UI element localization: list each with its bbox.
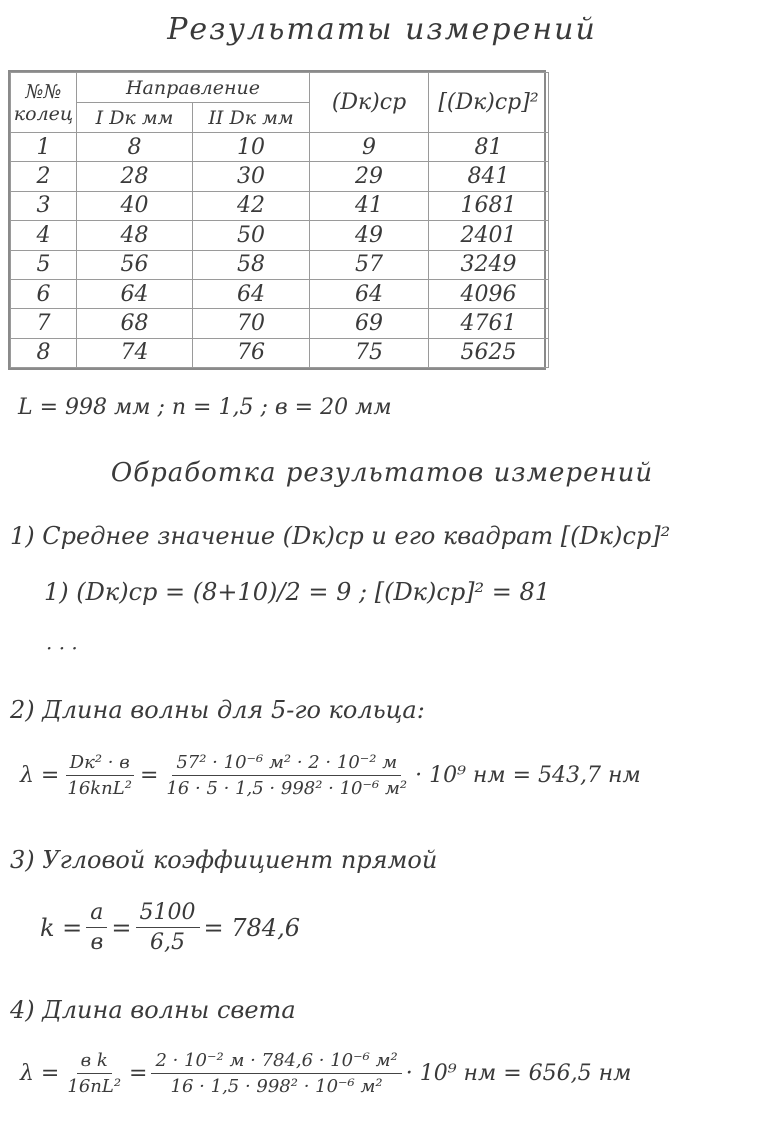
fraction-denominator: 16 · 5 · 1,5 · 998² · 10⁻⁶ м² <box>166 778 408 799</box>
formula-fraction <box>136 900 200 955</box>
section3-heading: 3) Угловой коэффициент прямой <box>10 846 438 874</box>
table-cell: 81 <box>429 133 549 162</box>
table-cell: 68 <box>77 309 193 338</box>
formula-fraction <box>63 1050 125 1097</box>
table-cell: 64 <box>310 279 429 308</box>
table-cell: 64 <box>77 279 193 308</box>
formula-result: · 10⁹ нм = 543,7 нм <box>415 763 641 788</box>
fraction-denominator: в <box>90 930 104 955</box>
fraction-numerator: Dк² · в <box>66 752 134 776</box>
formula-fraction <box>86 900 107 955</box>
table-cell: 64 <box>193 279 310 308</box>
table-row <box>11 133 549 162</box>
table-cell: 48 <box>77 221 193 250</box>
fraction-numerator: a <box>86 900 107 928</box>
table-cell: 70 <box>193 309 310 338</box>
table-row <box>11 162 549 191</box>
table-cell: 2401 <box>429 221 549 250</box>
table-cell: 40 <box>77 191 193 220</box>
table-cell: 3249 <box>429 250 549 279</box>
table-row <box>11 279 549 308</box>
table-cell: 49 <box>310 221 429 250</box>
table-cell: 9 <box>310 133 429 162</box>
section1-example: 1) (Dк)ср = (8+10)/2 = 9 ; [(Dк)ср]² = 81 <box>44 578 551 606</box>
table-cell: 41 <box>310 191 429 220</box>
table-cell: 8 <box>77 133 193 162</box>
table-cell: 56 <box>77 250 193 279</box>
fraction-denominator: 16nL² <box>67 1076 122 1097</box>
formula-lhs: λ = <box>20 1061 60 1086</box>
table-cell: 42 <box>193 191 310 220</box>
table-cell: 4096 <box>429 279 549 308</box>
table-row <box>11 250 549 279</box>
header-ring-no: №№ колец <box>11 73 77 133</box>
table-cell: 30 <box>193 162 310 191</box>
table-row <box>11 221 549 250</box>
table-cell: 58 <box>193 250 310 279</box>
fraction-numerator: 5100 <box>136 900 200 928</box>
table-cell: 7 <box>11 309 77 338</box>
table-cell: 69 <box>310 309 429 338</box>
table-cell: 6 <box>11 279 77 308</box>
table-row <box>11 191 549 220</box>
formula-lhs: λ = <box>20 763 60 788</box>
table-cell: 29 <box>310 162 429 191</box>
table-cell: 50 <box>193 221 310 250</box>
fraction-numerator: 57² · 10⁻⁶ м² · 2 · 10⁻² м <box>172 752 401 776</box>
table-cell: 28 <box>77 162 193 191</box>
table-cell: 5 <box>11 250 77 279</box>
page-title: Результаты измерений <box>167 12 597 47</box>
formula-fraction <box>151 1050 401 1097</box>
header-avg: (Dк)ср <box>310 73 429 133</box>
equals-sign: = <box>111 913 132 942</box>
table-cell: 4761 <box>429 309 549 338</box>
fraction-denominator: 16knL² <box>67 778 132 799</box>
header-dir1: I Dк мм <box>77 103 193 133</box>
table-cell: 5625 <box>429 338 549 367</box>
table-cell: 76 <box>193 338 310 367</box>
table-cell: 1 <box>11 133 77 162</box>
table-row <box>11 338 549 367</box>
formula-slope <box>40 900 300 955</box>
parameters-line: L = 998 мм ; n = 1,5 ; в = 20 мм <box>18 395 392 420</box>
formula-result: = 784,6 <box>203 913 300 942</box>
equals-sign: = <box>139 763 159 788</box>
table-cell: 2 <box>11 162 77 191</box>
table-cell: 10 <box>193 133 310 162</box>
table-cell: 1681 <box>429 191 549 220</box>
table-cell: 4 <box>11 221 77 250</box>
fraction-denominator: 6,5 <box>150 930 186 955</box>
header-direction: Направление <box>77 73 310 103</box>
table-cell: 3 <box>11 191 77 220</box>
header-dir2: II Dк мм <box>193 103 310 133</box>
table-cell: 74 <box>77 338 193 367</box>
processing-title: Обработка результатов измерений <box>110 458 654 488</box>
section1-ellipsis: · · · <box>46 636 78 660</box>
section4-heading: 4) Длина волны света <box>10 996 296 1024</box>
fraction-denominator: 16 · 1,5 · 998² · 10⁻⁶ м² <box>170 1076 383 1097</box>
formula-wavelength-5th-ring <box>20 752 641 799</box>
formula-fraction <box>162 752 411 799</box>
section2-heading: 2) Длина волны для 5-го кольца: <box>10 696 425 724</box>
fraction-numerator: в k <box>77 1050 112 1074</box>
results-table <box>8 70 546 370</box>
formula-wavelength-light <box>20 1050 631 1097</box>
table-cell: 8 <box>11 338 77 367</box>
table-cell: 841 <box>429 162 549 191</box>
fraction-numerator: 2 · 10⁻² м · 784,6 · 10⁻⁶ м² <box>151 1050 401 1074</box>
formula-result: · 10⁹ нм = 656,5 нм <box>405 1061 632 1086</box>
table-cell: 57 <box>310 250 429 279</box>
section1-heading: 1) Среднее значение (Dк)ср и его квадрат [(Dк)ср]² <box>10 522 671 550</box>
header-avg-sq: [(Dк)ср]² <box>429 73 549 133</box>
table-cell: 75 <box>310 338 429 367</box>
table-row <box>11 309 549 338</box>
formula-fraction <box>63 752 136 799</box>
formula-lhs: k = <box>40 913 83 942</box>
equals-sign: = <box>129 1061 148 1086</box>
